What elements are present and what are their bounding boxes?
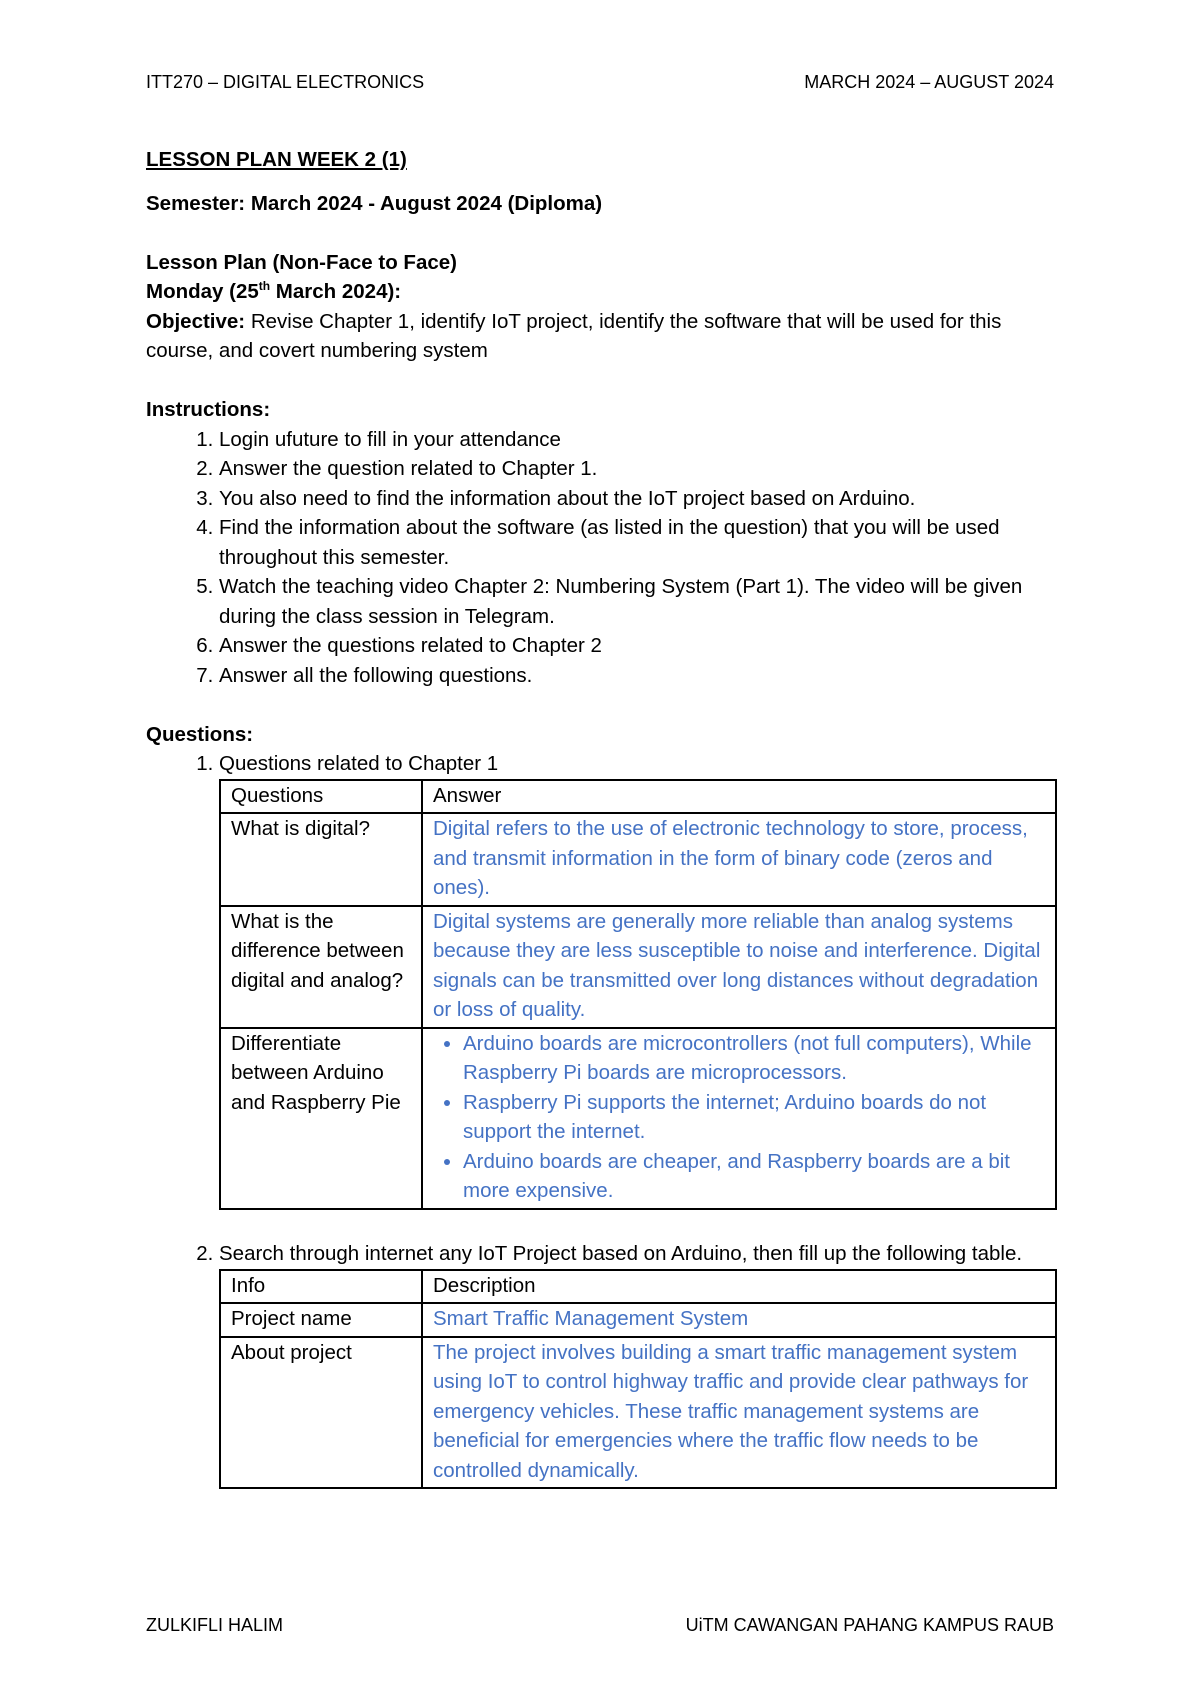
instruction-item: 4. Find the information about the software (as listed in the question) that you will be used throughout this semester. bbox=[219, 513, 1056, 572]
semester-range: MARCH 2024 – AUGUST 2024 bbox=[804, 72, 1054, 92]
answer-cell: Digital refers to the use of electronic technology to store, process, and transmit information in the form of binary code (zeros and ones). bbox=[422, 813, 1056, 906]
question-2: 2. Search through internet any IoT Project based on Arduino, then fill up the following table. bbox=[219, 1239, 1056, 1269]
description-cell: Smart Traffic Management System bbox=[422, 1303, 1056, 1337]
list-item: • Arduino boards are cheaper, and Raspberry boards are a bit more expensive. bbox=[463, 1147, 1047, 1206]
column-header: Answer bbox=[422, 780, 1056, 814]
column-header: Info bbox=[220, 1270, 422, 1304]
table-row bbox=[220, 813, 1056, 906]
info-cell: About project bbox=[220, 1337, 422, 1489]
questions-heading: Questions: bbox=[146, 722, 254, 746]
course-code: ITT270 – DIGITAL ELECTRONICS bbox=[146, 72, 425, 92]
column-header: Questions bbox=[220, 780, 422, 814]
question-cell: What is digital? bbox=[220, 813, 422, 906]
table-row bbox=[220, 906, 1056, 1028]
date-line: Monday (25th March 2024): bbox=[146, 279, 402, 303]
table-row bbox=[220, 1337, 1056, 1489]
plan-type: Lesson Plan (Non-Face to Face) bbox=[146, 250, 457, 274]
answer-bullets bbox=[433, 1029, 1047, 1206]
instruction-item: 1. Login ufuture to fill in your attendance bbox=[219, 425, 1056, 455]
question-cell: Differentiate between Arduino and Raspberry Pie bbox=[220, 1028, 422, 1209]
questions-list-2 bbox=[146, 1239, 1056, 1269]
objective bbox=[146, 307, 1056, 366]
instructions-heading: Instructions: bbox=[146, 398, 271, 421]
instruction-item: 3. You also need to find the information about the IoT project based on Arduino. bbox=[219, 484, 1056, 514]
table-row bbox=[220, 1028, 1056, 1209]
column-header: Description bbox=[422, 1270, 1056, 1304]
list-item: • Arduino boards are microcontrollers (not full computers), While Raspberry Pi boards are microprocessors. bbox=[463, 1029, 1047, 1088]
instruction-item: 5. Watch the teaching video Chapter 2: Numbering System (Part 1). The video will be given during the class session in Telegram. bbox=[219, 572, 1056, 631]
table-header-row bbox=[220, 780, 1056, 814]
chapter1-table bbox=[219, 779, 1057, 1210]
page-footer bbox=[146, 1615, 1054, 1636]
page-header bbox=[146, 72, 1054, 93]
instruction-item: 6. Answer the questions related to Chapter 2 bbox=[219, 631, 1056, 661]
answer-cell bbox=[422, 1028, 1056, 1209]
questions-list bbox=[146, 749, 1056, 779]
document-body bbox=[146, 145, 1056, 1489]
question-1: 1. Questions related to Chapter 1 bbox=[219, 749, 1056, 779]
instructions-list bbox=[146, 425, 1056, 691]
page-title: LESSON PLAN WEEK 2 (1) bbox=[146, 148, 407, 171]
table-header-row bbox=[220, 1270, 1056, 1304]
answer-cell: Digital systems are generally more reliable than analog systems because they are less susceptible to noise and interference. Digital signals can be transmitted over long distances without degradation or loss of quality. bbox=[422, 906, 1056, 1028]
question-cell: What is the difference between digital and analog? bbox=[220, 906, 422, 1028]
iot-project-table bbox=[219, 1269, 1057, 1490]
objective-label: Objective: bbox=[146, 309, 246, 333]
description-cell: The project involves building a smart traffic management system using IoT to control highway traffic and provide clear pathways for emergency vehicles. These traffic management systems are beneficial for emergencies where the traffic flow needs to be controlled dynamically. bbox=[422, 1337, 1056, 1489]
instruction-item: 7. Answer all the following questions. bbox=[219, 661, 1056, 691]
instruction-item: 2. Answer the question related to Chapter 1. bbox=[219, 454, 1056, 484]
info-cell: Project name bbox=[220, 1303, 422, 1337]
institution: UiTM CAWANGAN PAHANG KAMPUS RAUB bbox=[685, 1615, 1054, 1635]
list-item: • Raspberry Pi supports the internet; Arduino boards do not support the internet. bbox=[463, 1088, 1047, 1147]
author: ZULKIFLI HALIM bbox=[146, 1615, 284, 1635]
semester-line: Semester: March 2024 - August 2024 (Diploma) bbox=[146, 191, 603, 215]
objective-text: Revise Chapter 1, identify IoT project, identify the software that will be used for this course, and covert numbering system bbox=[146, 309, 1002, 362]
table-row bbox=[220, 1303, 1056, 1337]
